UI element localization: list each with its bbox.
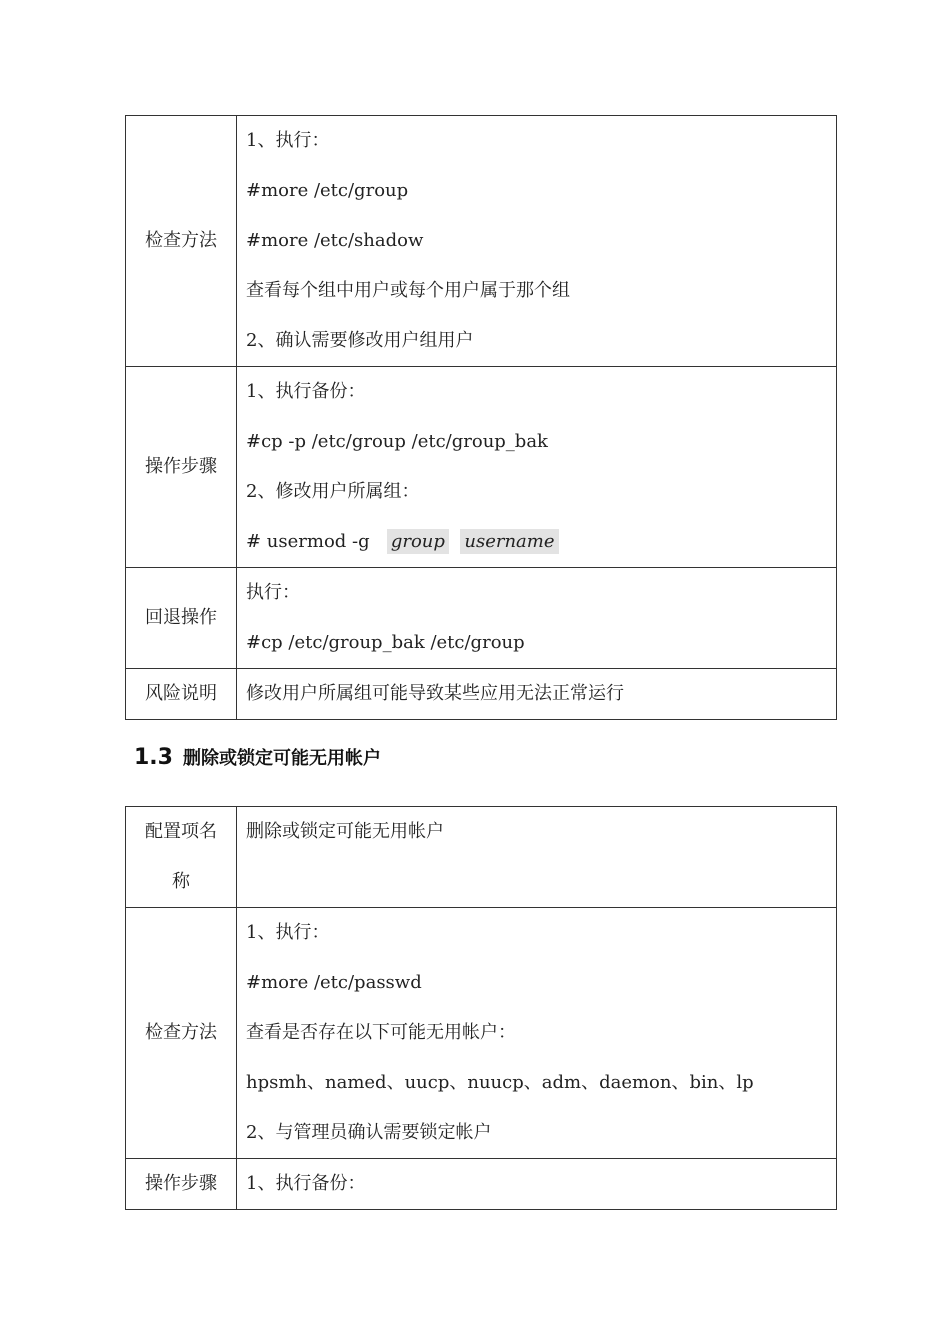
command-line xyxy=(246,517,836,567)
row-risk xyxy=(126,669,837,720)
content-line: 查看是否存在以下可能无用帐户： xyxy=(246,1022,516,1043)
row-label: 操作步骤 xyxy=(126,1159,237,1210)
command-arg-username: username xyxy=(460,529,558,554)
row-content xyxy=(237,669,837,720)
row-label: 检查方法 xyxy=(126,908,237,1159)
row-content xyxy=(237,568,837,669)
command-arg-group: group xyxy=(387,529,449,554)
section-number: 1.3 xyxy=(134,745,173,770)
content-line: #cp -p /etc/group /etc/group_bak xyxy=(246,431,548,452)
row-label: 回退操作 xyxy=(126,568,237,669)
section-heading xyxy=(134,744,381,770)
section-title: 删除或锁定可能无用帐户 xyxy=(182,748,381,769)
row-label: 风险说明 xyxy=(126,669,237,720)
row-content xyxy=(237,367,837,568)
content-line: 修改用户所属组可能导致某些应用无法正常运行 xyxy=(246,683,624,704)
row-content xyxy=(237,116,837,367)
content-line: #cp /etc/group_bak /etc/group xyxy=(246,632,525,653)
content-line: #more /etc/group xyxy=(246,180,409,201)
row-config-item xyxy=(126,807,837,908)
content-line: 2、确认需要修改用户组用户 xyxy=(246,330,474,351)
table-2 xyxy=(125,806,837,1210)
row-content xyxy=(237,908,837,1159)
content-line: 查看每个组中用户或每个用户属于那个组 xyxy=(246,280,570,301)
row-content xyxy=(237,807,837,908)
row-label-line: 配置项名 xyxy=(145,821,217,842)
content-line: 1、执行： xyxy=(246,922,330,943)
row-operation-steps xyxy=(126,367,837,568)
row-content xyxy=(237,1159,837,1210)
content-line: 1、执行： xyxy=(246,130,330,151)
command-prefix: # usermod -g xyxy=(246,531,370,552)
row-rollback xyxy=(126,568,837,669)
content-line: 删除或锁定可能无用帐户 xyxy=(246,821,444,842)
row-label-line: 称 xyxy=(172,871,190,892)
row-check-method xyxy=(126,908,837,1159)
table-1 xyxy=(125,115,837,720)
content-line: #more /etc/passwd xyxy=(246,972,422,993)
content-line: #more /etc/shadow xyxy=(246,230,424,251)
content-line: 1、执行备份： xyxy=(246,1173,366,1194)
content-line: 执行： xyxy=(246,582,300,603)
row-label xyxy=(126,807,237,908)
content-line: 1、执行备份： xyxy=(246,381,366,402)
content-line: 2、与管理员确认需要锁定帐户 xyxy=(246,1122,492,1143)
row-label: 检查方法 xyxy=(126,116,237,367)
row-check-method xyxy=(126,116,837,367)
content-line: 2、修改用户所属组： xyxy=(246,481,420,502)
row-operation-steps xyxy=(126,1159,837,1210)
row-label: 操作步骤 xyxy=(126,367,237,568)
content-line: hpsmh、named、uucp、nuucp、adm、daemon、bin、lp xyxy=(246,1072,754,1093)
